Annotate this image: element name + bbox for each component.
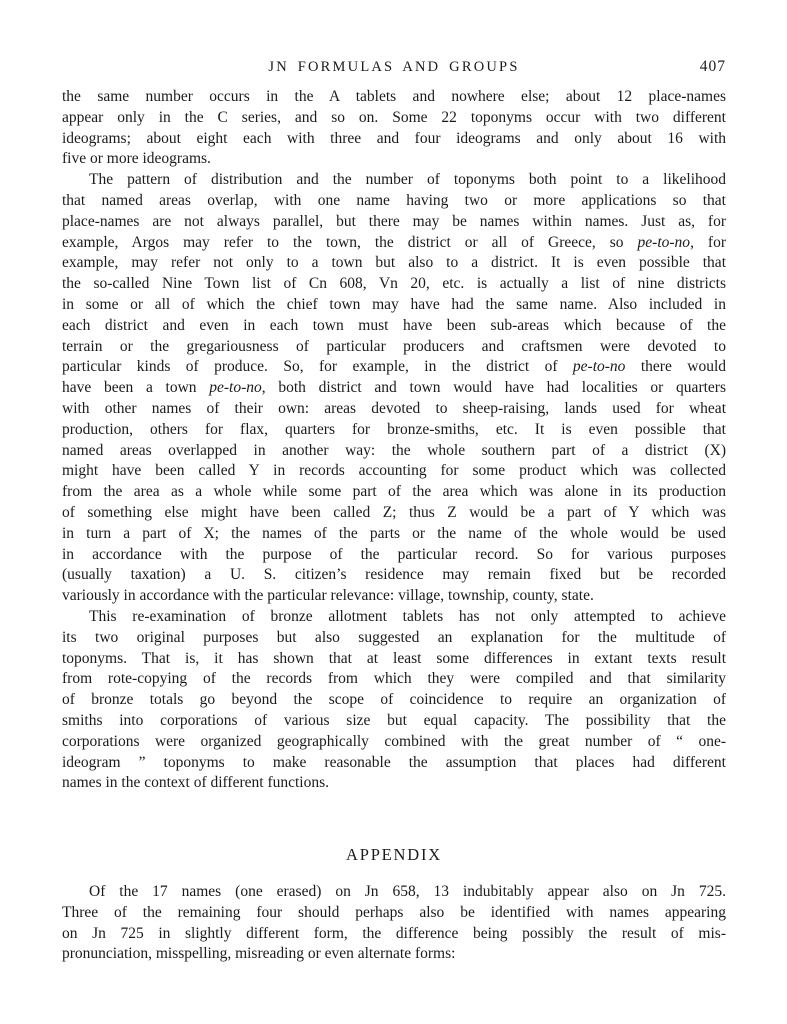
text-line: (usually taxation) a U. S. citizen’s residence may remain fixed but be recorded [62, 566, 726, 584]
text-line: The pattern of distribution and the number of toponyms both point to a likelihood [89, 171, 726, 189]
paragraph [62, 87, 726, 170]
text-line: particular kinds of produce. So, for example, in the district of pe-to-no there would [62, 358, 726, 376]
text-line: of bronze totals go beyond the scope of coincidence to require an organization of [62, 691, 726, 709]
text-line: named areas overlapped in another way: the whole southern part of a district (X) [62, 441, 726, 459]
text-line: five or more ideograms. [62, 150, 211, 168]
appendix-text [62, 882, 726, 965]
text-line: Three of the remaining four should perhaps also be identified with names appearing [62, 903, 726, 921]
text-line: production, others for flax, quarters for bronze-smiths, etc. It is even possible that [62, 420, 726, 438]
text-line: have been a town pe-to-no, both district and town would have had localities or quarters [62, 379, 726, 397]
text-line: with other names of their own: areas devoted to sheep-raising, lands used for wheat [62, 399, 726, 417]
text-line: This re-examination of bronze allotment tablets has not only attempted to achieve [89, 607, 726, 625]
text-line: that named areas overlap, with one name having two or more applications so that [62, 191, 726, 209]
text-line: of something else might have been called Z; thus Z would be a part of Y which was [62, 503, 726, 521]
text-line: Of the 17 names (one erased) on Jn 658, 13 indubitably appear also on Jn 725. [89, 883, 726, 901]
paragraph [62, 882, 726, 965]
running-title: JN FORMULAS AND GROUPS [268, 59, 520, 75]
text-line: the so-called Nine Town list of Cn 608, Vn 20, etc. is actually a list of nine districts [62, 275, 726, 293]
paragraph [62, 607, 726, 794]
text-line: corporations were organized geographically combined with the great number of “ one- [62, 732, 726, 750]
italic-term: pe-to-no [637, 233, 691, 251]
text-line: in accordance with the purpose of the particular record. So for various purposes [62, 545, 726, 563]
text-line: in turn a part of X; the names of the parts or the name of the whole would be used [62, 524, 726, 542]
text-line: might have been called Y in records accounting for some product which was collected [62, 462, 726, 480]
text-line: names in the context of different functions. [62, 774, 330, 792]
text-line: smiths into corporations of various size but equal capacity. The possibility that the [62, 711, 726, 729]
text-line: appear only in the C series, and so on. Some 22 toponyms occur with two different [62, 108, 726, 126]
text-line: from the area as a whole while some part of the area which was alone in its production [62, 483, 726, 501]
text-line: ideograms; about eight each with three and four ideograms and only about 16 with [62, 129, 726, 147]
text-line: pronunciation, misspelling, misreading or even alternate forms: [62, 945, 456, 963]
body-text [62, 87, 726, 794]
text-line: on Jn 725 in slightly different form, the difference being possibly the result of mis- [62, 924, 726, 942]
text-line: in some or all of which the chief town may have had the same name. Also included in [62, 295, 726, 313]
page-number: 407 [699, 58, 726, 75]
text-line: its two original purposes but also suggested an explanation for the multitude of [62, 628, 726, 646]
paragraph [62, 170, 726, 607]
text-line: each district and even in each town must have been sub-areas which because of the [62, 316, 726, 334]
text-line: example, Argos may refer to the town, the district or all of Greece, so pe-to-no, for [62, 233, 726, 251]
text-line: example, may refer not only to a town but also to a district. It is even possible that [62, 254, 726, 272]
running-head [62, 59, 726, 76]
text-line: from rote-copying of the records from which they were compiled and that similarity [62, 670, 726, 688]
text-line: variously in accordance with the particular relevance: village, township, county, state. [62, 587, 594, 605]
text-line: ideogram ” toponyms to make reasonable the assumption that places had different [62, 753, 726, 771]
appendix-heading: APPENDIX [346, 845, 442, 865]
italic-term: pe-to-no [572, 358, 626, 376]
text-column [62, 87, 726, 965]
italic-term: pe-to-no [209, 379, 262, 397]
text-line: the same number occurs in the A tablets and nowhere else; about 12 place-names [62, 88, 726, 105]
text-line: toponyms. That is, it has shown that at least some differences in extant texts result [62, 649, 726, 667]
text-line: terrain or the gregariousness of particular producers and craftsmen were devoted to [62, 337, 726, 355]
text-line: place-names are not always parallel, but there may be names within names. Just as, for [62, 212, 726, 230]
